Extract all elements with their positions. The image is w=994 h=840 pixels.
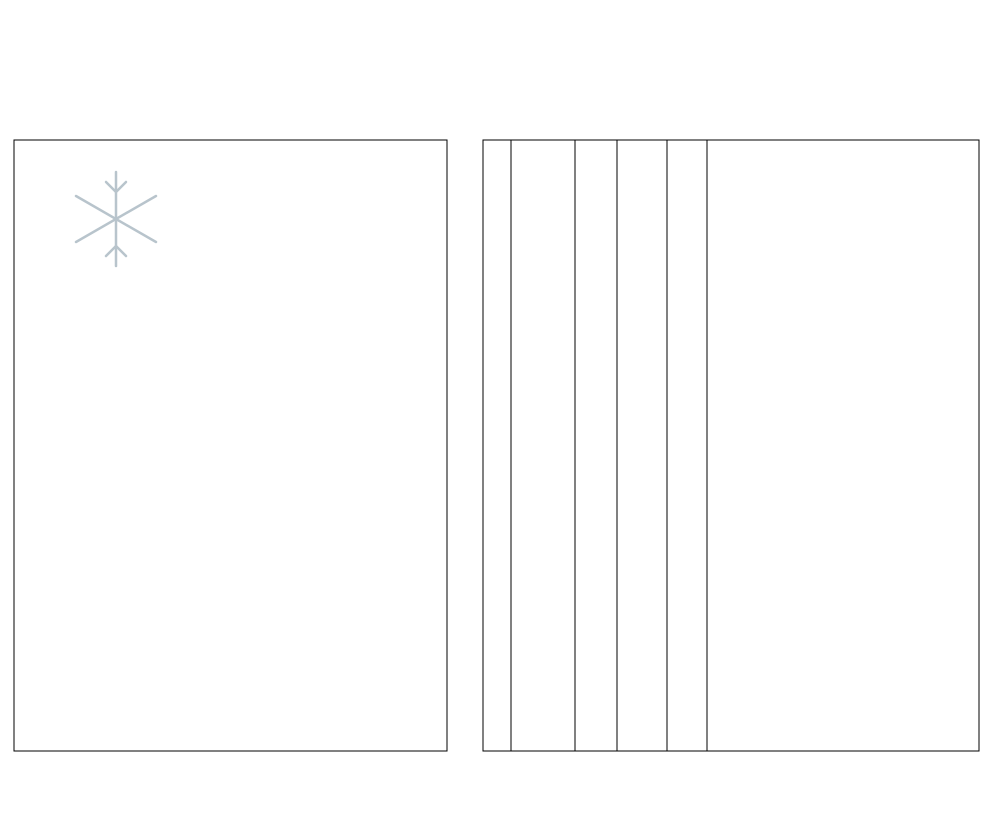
snowpilot-logo xyxy=(76,172,156,266)
crystal-table-dividers xyxy=(511,140,707,751)
crystal-table-frame xyxy=(483,140,979,751)
hardness-plot-frame xyxy=(14,140,447,751)
